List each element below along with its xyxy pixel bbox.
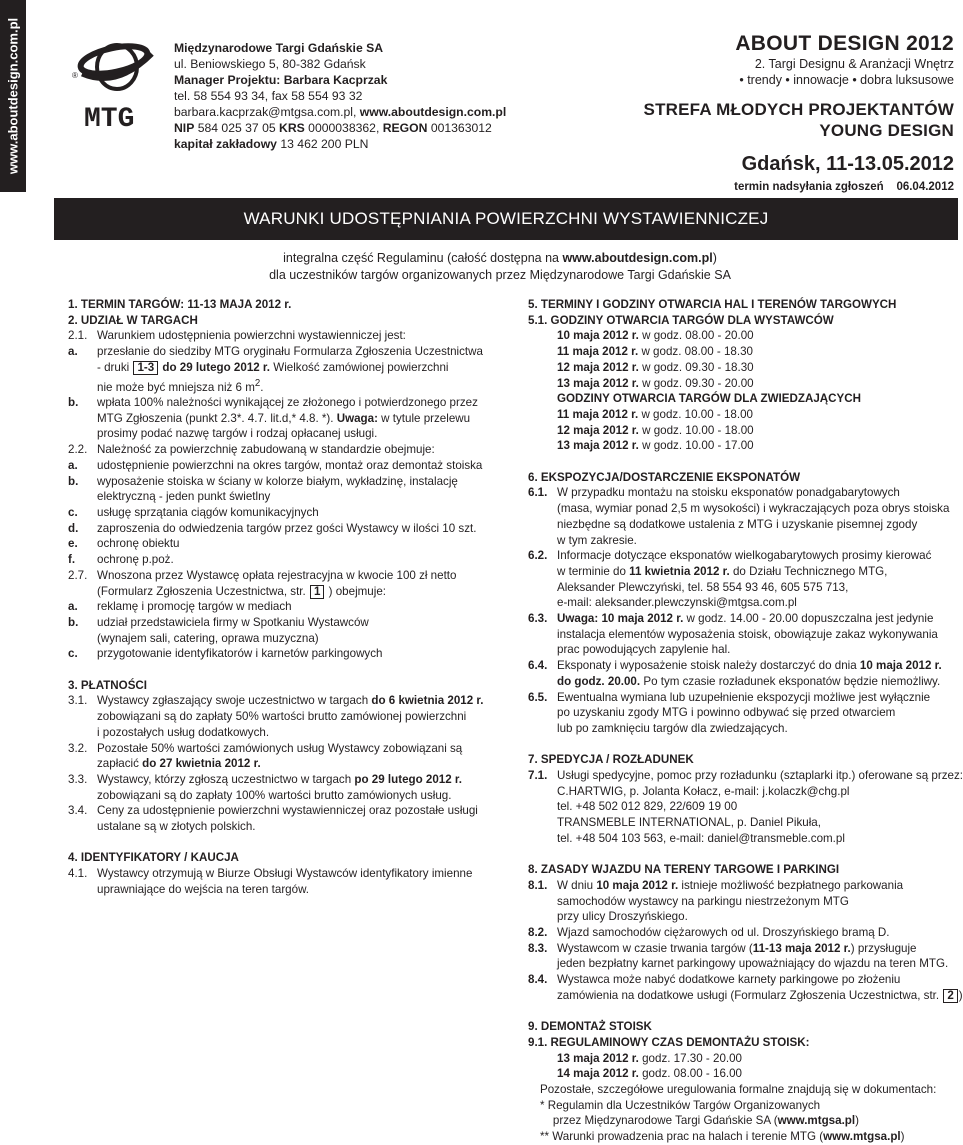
point-2-2-f: f. ochronę p.poż. <box>68 553 174 567</box>
point-2-1-a: a. przesłanie do siedziby MTG oryginału Formularza Zgłoszenia Uczestnictwa <box>68 345 483 359</box>
section-1-title: 1. TERMIN TARGÓW: 11-13 MAJA 2012 r. <box>68 298 292 311</box>
left-column <box>68 297 508 898</box>
point-6-1-2: (masa, wymiar ponad 2,5 m wysokości) i wykraczających poza obrys stoiska <box>557 502 950 516</box>
point-2-2-e: e. ochronę obiektu <box>68 537 180 551</box>
point-6-1: 6.1. W przypadku montażu na stoisku eksponatów ponadgabarytowych <box>528 486 900 500</box>
exhibitor-hours-2: 11 maja 2012 r. w godz. 08.00 - 18.30 <box>557 345 753 359</box>
point-6-3-2: instalacja elementów wyposażenia stoisk, obowiązuje zakaz wykonywania <box>557 627 938 641</box>
point-2-1-b: b. wpłata 100% należności wynikającej ze złożonego i potwierdzonego przez <box>68 396 478 410</box>
section-5-1-title: 5.1. GODZINY OTWARCIA TARGÓW DLA WYSTAWCÓW <box>528 313 834 327</box>
point-8-4: 8.4. Wystawca może nabyć dodatkowe karnety parkingowe po złożeniu <box>528 973 901 987</box>
section-9-title: 9. DEMONTAŻ STOISK <box>528 1020 652 1034</box>
form-box-1: 1 <box>310 585 324 599</box>
section-9-1-title: 9.1. REGULAMINOWY CZAS DEMONTAŻU STOISK: <box>528 1035 810 1049</box>
point-2-2-b-2: elektryczną - jeden punkt świetlny <box>97 490 271 504</box>
page-title-banner: WARUNKI UDOSTĘPNIANIA POWIERZCHNI WYSTAWIENNICZEJ <box>54 198 958 240</box>
company-capital <box>174 136 506 152</box>
event-header <box>644 32 954 195</box>
mtgsa-link[interactable]: www.mtgsa.pl <box>777 1114 856 1128</box>
exhibitor-hours-4: 13 maja 2012 r. w godz. 09.30 - 20.00 <box>557 376 754 390</box>
krs-label: KRS <box>279 121 305 135</box>
point-2-7-b-2: (wynajem sali, catering, oprawa muzyczna) <box>97 631 319 645</box>
footnote-line-1: Pozostałe, szczegółowe uregulowania formalne znajdują się w dokumentach: <box>540 1083 937 1096</box>
section-2-title: 2. UDZIAŁ W TARGACH <box>68 313 198 327</box>
point-8-3: 8.3. Wystawcom w czasie trwania targów (11-13 maja 2012 r.) przysługuje <box>528 941 917 955</box>
point-3-4: 3.4. Ceny za udostępnienie powierzchni wystawienniczej oraz pozostałe usługi <box>68 804 478 818</box>
point-7-1: 7.1. Usługi spedycyjne, pomoc przy rozładunku (sztaplarki itp.) oferowane są przez: <box>528 769 963 783</box>
point-6-4: 6.4. Eksponaty i wyposażenie stoisk należy dostarczyć do dnia 10 maja 2012 r. <box>528 659 942 673</box>
point-6-3: 6.3. Uwaga: 10 maja 2012 r. w godz. 14.00 - 20.00 dopuszczalna jest jedynie <box>528 612 934 626</box>
point-2-2: 2.2. Należność za powierzchnię zabudowaną w standardzie obejmuje: <box>68 443 435 457</box>
event-title: ABOUT DESIGN 2012 <box>735 32 954 55</box>
nip-value: 584 025 37 05 <box>194 121 280 135</box>
mtgsa-link-2[interactable]: www.mtgsa.pl <box>823 1130 901 1144</box>
point-3-1: 3.1. Wystawcy zgłaszający swoje uczestnictwo w targach do 6 kwietnia 2012 r. <box>68 694 484 708</box>
point-2-2-d: d. zaproszenia do odwiedzenia targów przez gości Wystawcy w ilości 10 szt. <box>68 521 477 535</box>
company-registry <box>174 120 506 136</box>
point-2-7-c: c. przygotowanie identyfikatorów i karnetów parkingowych <box>68 647 383 661</box>
point-2-1-b-2: MTG Zgłoszenia (punkt 2.3*. 4.7. lit.d,* 4.8. *). Uwaga: w tytule przelewu <box>97 411 471 425</box>
point-3-2: 3.2. Pozostałe 50% wartości zamówionych usług Wystawcy zobowiązani są <box>68 741 463 755</box>
side-url-strip <box>0 0 26 192</box>
point-2-7-2: (Formularz Zgłoszenia Uczestnictwa, str. 1 ) obejmuje: <box>97 584 386 598</box>
company-www[interactable]: www.aboutdesign.com.pl <box>359 105 507 119</box>
regon-label: REGON <box>382 121 428 135</box>
company-address: ul. Beniowskiego 5, 80-382 Gdańsk <box>174 57 366 71</box>
company-manager: Manager Projektu: Barbara Kacprzak <box>174 73 388 87</box>
logo-reg: ® <box>72 71 78 80</box>
event-subtitle: 2. Targi Designu & Aranżacji Wnętrz <box>754 57 954 71</box>
point-7-1-2: C.HARTWIG, p. Jolanta Kołacz, e-mail: j.kolaczk@chg.pl <box>557 784 850 798</box>
nip-label: NIP <box>174 121 195 135</box>
point-2-7-b: b. udział przedstawiciela firmy w Spotkaniu Wystawców <box>68 615 369 629</box>
section-7-title: 7. SPEDYCJA / ROZŁADUNEK <box>528 753 694 767</box>
point-6-2-2: w terminie do 11 kwietnia 2012 r. do Działu Technicznego MTG, <box>557 564 888 578</box>
point-2-2-c: c. usługę sprzątania ciągów komunikacyjnych <box>68 506 319 519</box>
section-3-title: 3. PŁATNOŚCI <box>68 678 148 692</box>
point-6-2: 6.2. Informacje dotyczące eksponatów wielkogabarytowych prosimy kierować <box>528 549 932 563</box>
company-email[interactable]: barbara.kacprzak@mtgsa.com.pl, <box>174 105 360 119</box>
point-4-1-2: uprawniające do wejścia na teren targów. <box>97 882 310 896</box>
point-6-5-2: po uzyskaniu zgody MTG i powinno odbywać się przed otwarciem <box>557 706 896 720</box>
point-2-7-a: a. reklamę i promocję targów w mediach <box>68 600 292 614</box>
footnote-line-3: przez Międzynarodowe Targi Gdańskie SA (www.mtgsa.pl) <box>540 1114 859 1128</box>
point-2-1-a-2: - druki 1-3 do 29 lutego 2012 r. Wielkość zamówionej powierzchni <box>97 360 449 374</box>
krs-value: 0000038362, <box>304 121 383 135</box>
point-6-3-3: prac powodujących zapylenie hal. <box>557 643 731 657</box>
point-8-1-2: samochodów wystawcy na parkingu niestrzeżonym MTG <box>557 894 849 908</box>
exhibitor-hours-3: 12 maja 2012 r. w godz. 09.30 - 18.30 <box>557 360 754 374</box>
intro <box>40 250 960 284</box>
point-7-1-4: TRANSMEBLE INTERNATIONAL, p. Daniel Pikuła, <box>557 816 821 830</box>
event-zone-en: YOUNG DESIGN <box>819 121 954 140</box>
point-6-2-4[interactable]: e-mail: aleksander.plewczynski@mtgsa.com.pl <box>557 596 797 610</box>
logo-text: MTG <box>84 104 135 135</box>
company-email-line <box>174 104 506 120</box>
point-2-1: 2.1. Warunkiem udostępnienia powierzchni wystawienniczej jest: <box>68 329 406 343</box>
point-8-1-3: przy ulicy Droszyńskiego. <box>557 910 688 924</box>
event-tags: • trendy • innowacje • dobra luksusowe <box>739 73 954 87</box>
point-6-5: 6.5. Ewentualna wymiana lub uzupełnienie ekspozycji możliwe jest wyłącznie <box>528 690 931 704</box>
section-5-title: 5. TERMINY I GODZINY OTWARCIA HAL I TERENÓW TARGOWYCH <box>528 298 897 311</box>
side-url: www.aboutdesign.com.pl <box>5 17 21 175</box>
dismantle-2: 14 maja 2012 r. godz. 08.00 - 16.00 <box>557 1067 743 1081</box>
point-4-1: 4.1. Wystawcy otrzymują w Biurze Obsługi Wystawców identyfikatory imienne <box>68 867 473 881</box>
form-box-1-3: 1-3 <box>133 361 158 375</box>
visitor-hours-2: 12 maja 2012 r. w godz. 10.00 - 18.00 <box>557 423 754 437</box>
deadline-label: termin nadsyłania zgłoszeń <box>734 181 884 193</box>
intro-url[interactable]: www.aboutdesign.com.pl <box>562 251 713 265</box>
point-7-1-3: tel. +48 502 012 829, 22/609 19 00 <box>557 800 738 814</box>
point-8-1: 8.1. W dniu 10 maja 2012 r. istnieje możliwość bezpłatnego parkowania <box>528 878 904 892</box>
company-name: Międzynarodowe Targi Gdańskie SA <box>174 41 384 55</box>
capital-value: 13 462 200 PLN <box>276 137 369 151</box>
event-deadline <box>644 179 954 195</box>
capital-label: kapitał zakładowy <box>174 137 277 151</box>
section-8-title: 8. ZASADY WJAZDU NA TERENY TARGOWE I PARKINGI <box>528 863 840 877</box>
point-6-2-3: Aleksander Plewczyński, tel. 58 554 93 46, 605 575 713, <box>557 580 849 594</box>
event-zone: STREFA MŁODYCH PROJEKTANTÓW <box>643 100 954 119</box>
point-3-2-2: zapłacić do 27 kwietnia 2012 r. <box>97 757 261 771</box>
point-2-2-a: a. udostępnienie powierzchni na okres targów, montaż oraz demontaż stoiska <box>68 458 483 472</box>
point-3-4-2: ustalane są w złotych polskich. <box>97 820 256 834</box>
point-7-1-5: tel. +48 504 103 563, e-mail: daniel@transmeble.com.pl <box>557 831 845 845</box>
event-place-date: Gdańsk, 11-13.05.2012 <box>741 153 954 175</box>
visitor-hours-title: GODZINY OTWARCIA TARGÓW DLA ZWIEDZAJĄCYCH <box>557 392 861 406</box>
point-3-3-2: zobowiązani są do zapłaty 100% wartości brutto zamówionych usług. <box>97 788 452 802</box>
exhibitor-hours-1: 10 maja 2012 r. w godz. 08.00 - 20.00 <box>557 329 754 343</box>
section-4-title: 4. IDENTYFIKATORY / KAUCJA <box>68 851 239 865</box>
point-3-3: 3.3. Wystawcy, którzy zgłoszą uczestnictwo w targach po 29 lutego 2012 r. <box>68 772 463 786</box>
intro-line-2: dla uczestników targów organizowanych przez Międzynarodowe Targi Gdańskie SA <box>269 268 731 282</box>
company-phone: tel. 58 554 93 34, fax 58 554 93 32 <box>174 89 363 103</box>
company-info <box>174 40 506 152</box>
point-8-2: 8.2. Wjazd samochodów ciężarowych od ul. Droszyńskiego bramą D. <box>528 926 890 940</box>
point-3-1-3: i pozostałych usług dodatkowych. <box>97 725 270 739</box>
point-6-1-4: w tym zakresie. <box>557 533 637 547</box>
form-box-2: 2 <box>943 989 957 1003</box>
point-8-3-2: jeden bezpłatny karnet parkingowy upoważniający do wjazdu na teren MTG. <box>557 957 949 971</box>
point-2-1-a-3: nie może być mniejsza niż 6 $m^2$. <box>97 377 264 394</box>
section-6-title: 6. EKSPOZYCJA/DOSTARCZENIE EKSPONATÓW <box>528 470 801 484</box>
deadline-date: 06.04.2012 <box>896 181 954 193</box>
point-3-1-2: zobowiązani są do zapłaty 50% wartości brutto zamówionej powierzchni <box>97 710 467 724</box>
point-8-4-2: zamówienia na dodatkowe usługi (Formularz Zgłoszenia Uczestnictwa, str. 2 ) <box>557 988 963 1002</box>
mtg-logo <box>72 34 162 134</box>
footnote-line-2: * Regulamin dla Uczestników Targów Organizowanych <box>540 1098 821 1112</box>
point-2-2-b: b. wyposażenie stoiska w ściany w kolorze białym, wykładzinę, instalację <box>68 474 458 488</box>
intro-line-1: integralna część Regulaminu (całość dostępna na www.aboutdesign.com.pl) <box>283 251 717 265</box>
point-6-1-3: niezbędne są dodatkowe ustalenia z MTG i uzyskanie pisemnej zgody <box>557 517 918 531</box>
point-6-4-2: do godz. 20.00. Po tym czasie rozładunek eksponatów będzie niemożliwy. <box>557 674 941 688</box>
point-2-1-b-3: prosimy podać nazwę targów i rodzaj opłacanej usługi. <box>97 427 378 441</box>
dismantle-1: 13 maja 2012 r. godz. 17.30 - 20.00 <box>557 1051 743 1065</box>
footnote-line-4: ** Warunki prowadzenia prac na halach i terenie MTG (www.mtgsa.pl) <box>540 1130 905 1144</box>
point-2-7: 2.7. Wnoszona przez Wystawcę opłata rejestracyjna w kwocie 100 zł netto <box>68 568 457 582</box>
regon-value: 001363012 <box>427 121 492 135</box>
footnote <box>540 1082 936 1145</box>
visitor-hours-3: 13 maja 2012 r. w godz. 10.00 - 17.00 <box>557 439 754 453</box>
right-column <box>528 297 963 1082</box>
visitor-hours-1: 11 maja 2012 r. w godz. 10.00 - 18.00 <box>557 407 753 421</box>
point-6-5-3: lub po zamknięciu targów dla zwiedzających. <box>557 721 788 735</box>
